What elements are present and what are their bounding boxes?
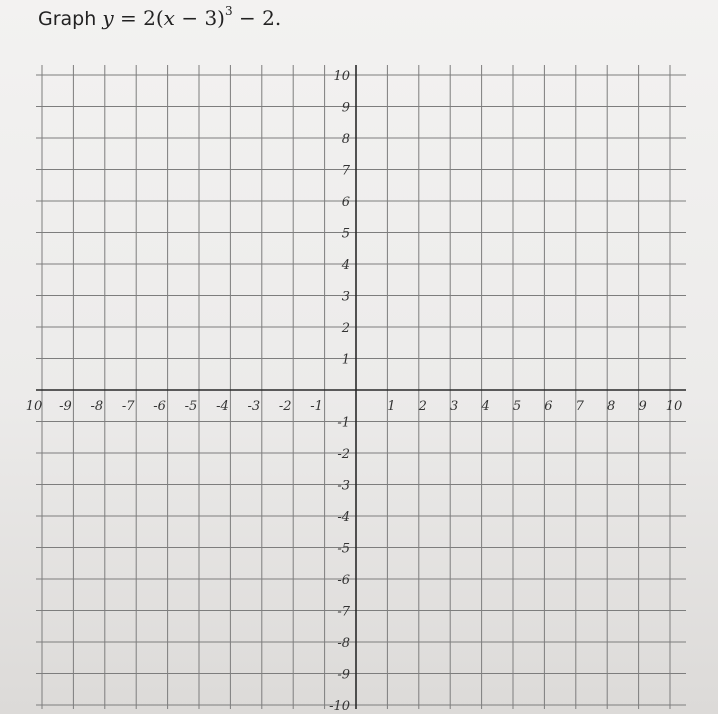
y-tick-label: 3 xyxy=(341,289,350,305)
y-tick-label: -3 xyxy=(337,478,350,494)
eq-equals: = xyxy=(120,6,137,30)
x-tick-label: 6 xyxy=(544,399,553,414)
eq-coef: 2 xyxy=(143,6,156,30)
eq-minus-2: − xyxy=(238,6,256,30)
y-tick-label: 8 xyxy=(341,132,350,147)
x-tick-label: -9 xyxy=(59,399,72,414)
x-tick-label: -5 xyxy=(184,399,198,414)
axes xyxy=(36,65,686,709)
x-tick-label: -7 xyxy=(121,399,135,414)
eq-exponent: 3 xyxy=(224,4,233,19)
y-tick-label: 9 xyxy=(341,100,350,116)
x-tick-label: -2 xyxy=(278,399,292,414)
y-tick-label: 7 xyxy=(341,163,350,179)
y-tick-label: -4 xyxy=(337,510,350,525)
y-tick-label: 2 xyxy=(341,321,350,336)
eq-h: 3 xyxy=(204,6,218,30)
eq-minus: − xyxy=(181,6,199,30)
x-tick-label: 2 xyxy=(418,399,427,414)
eq-y: y xyxy=(102,6,114,30)
y-tick-label: -9 xyxy=(337,667,350,683)
x-tick-label: 10 xyxy=(665,399,683,414)
x-tick-label: 3 xyxy=(450,399,459,414)
x-tick-label: 8 xyxy=(607,399,616,414)
y-tick-label: 1 xyxy=(341,352,350,368)
y-tick-label: -7 xyxy=(337,604,350,620)
eq-close-paren: ) xyxy=(217,6,225,30)
eq-x: x xyxy=(163,6,175,30)
y-tick-label: -2 xyxy=(337,447,350,462)
x-tick-label: 10 xyxy=(25,399,43,414)
x-tick-label: -1 xyxy=(310,399,323,414)
x-tick-label: 9 xyxy=(638,399,647,414)
grid-lines xyxy=(36,65,686,709)
y-tick-label: -1 xyxy=(337,415,350,431)
x-tick-label: 7 xyxy=(575,399,584,414)
prompt-lead: Graph xyxy=(38,8,97,30)
y-tick-label: 10 xyxy=(333,69,350,84)
eq-open-paren: ( xyxy=(155,6,164,30)
eq-period: . xyxy=(274,6,282,30)
x-tick-label: 1 xyxy=(387,399,396,414)
y-tick-label: -5 xyxy=(337,541,350,557)
y-tick-labels xyxy=(329,69,351,714)
y-tick-label: -10 xyxy=(329,699,350,714)
y-tick-label: -8 xyxy=(337,636,350,651)
y-tick-label: -6 xyxy=(337,573,350,588)
y-tick-label: 4 xyxy=(341,258,350,273)
x-tick-label: -4 xyxy=(216,399,229,414)
y-tick-label: 5 xyxy=(341,226,350,242)
x-tick-label: -6 xyxy=(153,399,166,414)
x-tick-label: -8 xyxy=(90,399,104,414)
eq-k: 2 xyxy=(262,6,275,30)
x-tick-label: 4 xyxy=(481,399,490,414)
x-tick-label: -3 xyxy=(247,399,261,414)
x-tick-label: 5 xyxy=(512,399,522,414)
x-tick-labels xyxy=(26,399,683,414)
y-tick-label: 6 xyxy=(341,195,350,210)
